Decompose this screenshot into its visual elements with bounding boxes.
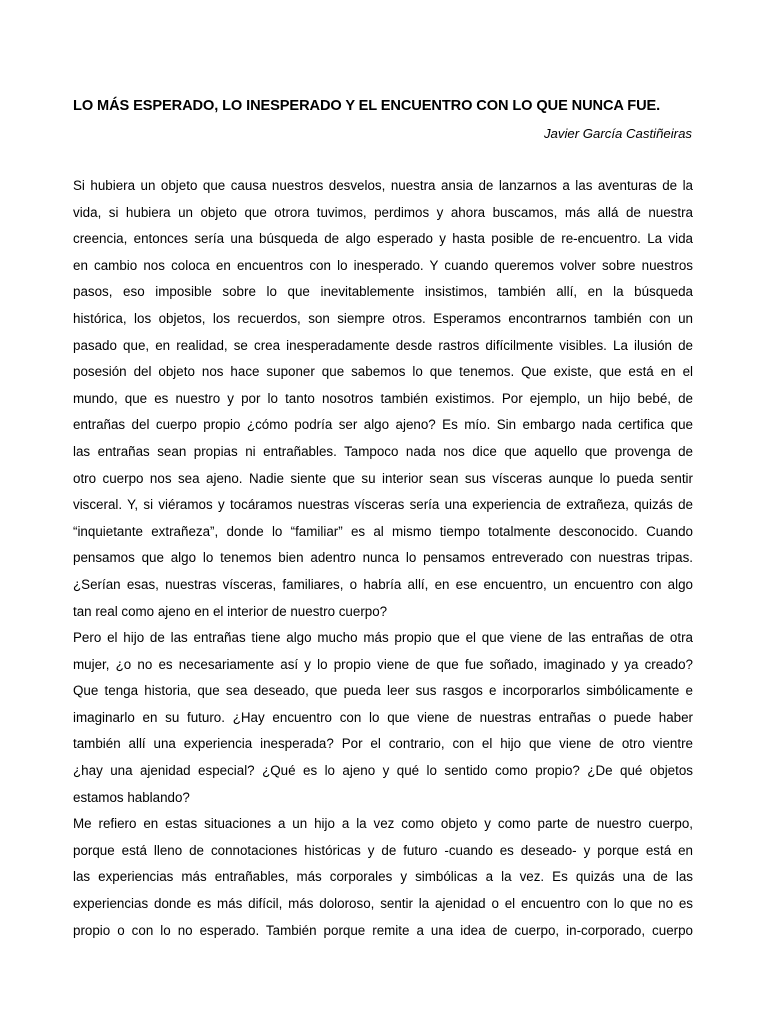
body-text-line: Que tenga historia, que sea deseado, que pueda leer sus rasgos e incorporarlos simbólicamente e [73, 683, 693, 699]
body-text-line: posesión del objeto nos hace suponer que sabemos lo que tenemos. Que existe, que está en el [73, 364, 693, 380]
body-text-line: entrañas del cuerpo propio ¿cómo podría ser algo ajeno? Es mío. Sin embargo nada certifica que [73, 417, 693, 433]
body-text-line: pasos, eso imposible sobre lo que inevitablemente insistimos, también allí, en la búsqueda [73, 284, 693, 300]
document-author: Javier García Castiñeiras [543, 126, 692, 141]
body-text-line: propio o con lo no esperado. También porque remite a una idea de cuerpo, in-corporado, cuerpo [73, 922, 693, 938]
body-text-line: Pero el hijo de las entrañas tiene algo mucho más propio que el que viene de las entrañas de otra [73, 630, 693, 646]
document-title: LO MÁS ESPERADO, LO INESPERADO Y EL ENCUENTRO CON LO QUE NUNCA FUE. [73, 98, 661, 114]
body-text-line: también allí una experiencia inesperada? Por el contrario, con el hijo que viene de otro vientre [73, 736, 693, 752]
body-text-line: en cambio nos coloca en encuentros con lo inesperado. Y cuando queremos volver sobre nuestros [73, 257, 693, 273]
body-text-line: mundo, que es nuestro y por lo tanto nosotros también existimos. Por ejemplo, un hijo bebé, de [73, 390, 693, 406]
body-text-line: ¿Serían esas, nuestras vísceras, familiares, o habría allí, en ese encuentro, un encuentro con algo [73, 576, 693, 592]
body-text-line: estamos hablando? [73, 789, 190, 805]
body-text-line: ¿hay una ajenidad especial? ¿Qué es lo ajeno y qué lo sentido como propio? ¿De qué objetos [73, 763, 693, 779]
body-text-line: porque está lleno de connotaciones históricas y de futuro -cuando es deseado- y porque está en [73, 842, 693, 858]
body-text-line: mujer, ¿o no es necesariamente así y lo propio viene de que fue soñado, imaginado y ya creado? [73, 656, 693, 672]
body-text-line: Si hubiera un objeto que causa nuestros desvelos, nuestra ansia de lanzarnos a las aventuras de la [73, 178, 693, 193]
body-text-line: pasado que, en realidad, se crea inesperadamente desde rastros difícilmente visibles. La ilusión de [73, 337, 693, 353]
body-text-line: “inquietante extrañeza”, donde lo “familiar” es al mismo tiempo totalmente desconocido. Cuando [73, 523, 693, 539]
body-text-line: tan real como ajeno en el interior de nuestro cuerpo? [73, 603, 388, 619]
body-text-line: visceral. Y, si viéramos y tocáramos nuestras vísceras sería una experiencia de extrañeza, quizás de [73, 497, 693, 513]
body-text-line: vida, si hubiera un objeto que otrora tuvimos, perdimos y ahora buscamos, más allá de nuestra [73, 204, 693, 220]
body-text-line: Me refiero en estas situaciones a un hijo a la vez como objeto y como parte de nuestro cuerpo, [73, 816, 693, 832]
body-text-line: histórica, los objetos, los recuerdos, son siempre otros. Esperamos encontrarnos también con un [73, 310, 693, 326]
body-text-line: creencia, entonces sería una búsqueda de algo esperado y hasta posible de re-encuentro. La vida [73, 231, 693, 247]
body-text-line: las entrañas sean propias ni entrañables. Tampoco nada nos dice que aquello que provenga de [73, 443, 693, 459]
body-text-line: experiencias donde es más difícil, más doloroso, sentir la ajenidad o el encuentro con lo que no es [73, 896, 693, 912]
document-body [73, 177, 693, 948]
body-text-line: imaginarlo en su futuro. ¿Hay encuentro con lo que viene de nuestras entrañas o puede haber [73, 709, 693, 725]
body-text-line: pensamos que algo lo tenemos bien adentro nunca lo pensamos entreverado con nuestras tripas. [73, 550, 693, 566]
body-text-line: las experiencias más entrañables, más corporales y simbólicas a la vez. Es quizás una de las [73, 869, 693, 885]
body-text-line: otro cuerpo nos sea ajeno. Nadie siente que su interior sean sus vísceras aunque lo pueda sentir [73, 470, 693, 486]
